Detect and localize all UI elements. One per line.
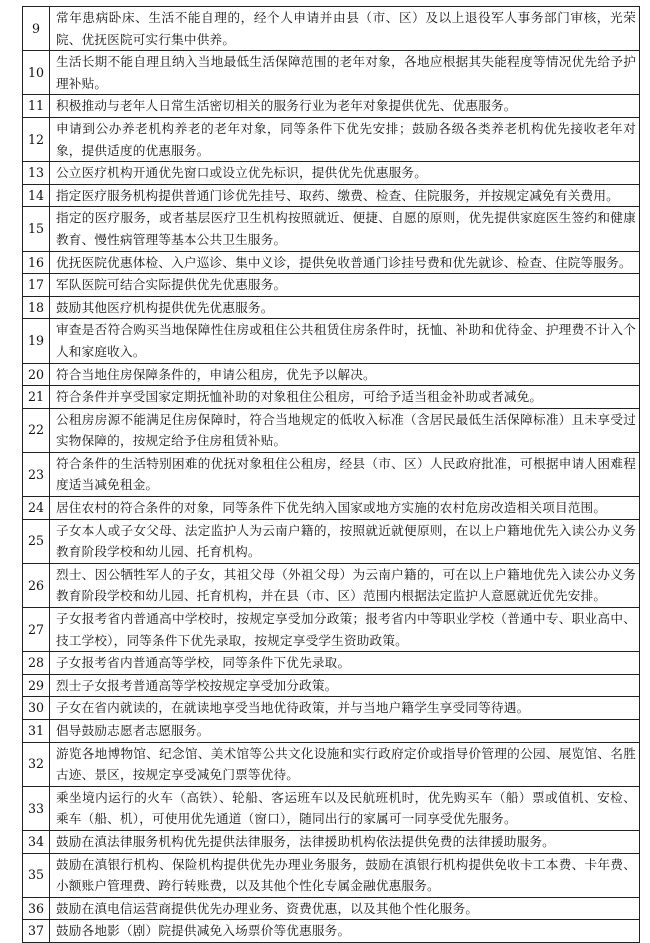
- row-number: 20: [23, 363, 50, 386]
- row-number: 18: [23, 296, 50, 319]
- table-row: [23, 296, 640, 319]
- row-text: 子女报考省内普通高中学校时，按规定享受加分政策；报考省内中等职业学校（普通中专、职业高中、技工学校），同等条件下优先录取，按规定享受学生资助政策。: [50, 608, 640, 652]
- table-row: [23, 117, 640, 161]
- table-row: [23, 363, 640, 386]
- row-text: 子女在省内就读的，在就读地享受当地优待政策，并与当地户籍学生享受同等待遇。: [50, 697, 640, 720]
- row-text: 鼓励其他医疗机构提供优先优惠服务。: [50, 296, 640, 319]
- table-row: [23, 897, 640, 920]
- table-row: [23, 830, 640, 853]
- row-text: 指定医疗服务机构提供普通门诊优先挂号、取药、缴费、检查、住院服务，并按规定减免有关费用。: [50, 184, 640, 207]
- row-text: 鼓励在滇银行机构、保险机构提供优先办理业务服务，鼓励在滇银行机构提供免收卡工本费、卡年费、小额账户管理费、跨行转账费，以及其他个性化专属金融优惠服务。: [50, 853, 640, 897]
- row-number: 12: [23, 117, 50, 161]
- policy-table-body: [23, 7, 640, 943]
- table-row: [23, 452, 640, 496]
- row-text: 公租房房源不能满足住房保障时，符合当地规定的低收入标准（含居民最低生活保障标准）且未享受过实物保障的，按规定给予住房租赁补贴。: [50, 408, 640, 452]
- table-row: [23, 563, 640, 607]
- table-row: [23, 674, 640, 697]
- row-text: 鼓励在滇法律服务机构优先提供法律服务，法律援助机构依法提供免费的法律援助服务。: [50, 830, 640, 853]
- row-text: 军队医院可结合实际提供优先优惠服务。: [50, 274, 640, 297]
- table-row: [23, 786, 640, 830]
- table-row: [23, 697, 640, 720]
- row-number: 28: [23, 652, 50, 675]
- table-row: [23, 720, 640, 743]
- row-number: 17: [23, 274, 50, 297]
- row-text: 居住农村的符合条件的对象，同等条件下优先纳入国家或地方实施的农村危房改造相关项目范围。: [50, 497, 640, 520]
- table-row: [23, 608, 640, 652]
- row-number: 29: [23, 674, 50, 697]
- table-row: [23, 95, 640, 118]
- row-text: 倡导鼓励志愿者志愿服务。: [50, 720, 640, 743]
- row-number: 24: [23, 497, 50, 520]
- row-text: 鼓励各地影（剧）院提供减免入场票价等优惠服务。: [50, 920, 640, 943]
- table-row: [23, 207, 640, 251]
- table-row: [23, 742, 640, 786]
- row-text: 常年患病卧床、生活不能自理的，经个人申请并由县（市、区）及以上退役军人事务部门审核，光荣院、优抚医院可实行集中供养。: [50, 7, 640, 51]
- row-number: 16: [23, 251, 50, 274]
- row-text: 生活长期不能自理且纳入当地最低生活保障范围的老年对象，各地应根据其失能程度等情况优先给予护理补贴。: [50, 51, 640, 95]
- table-row: [23, 920, 640, 943]
- table-row: [23, 51, 640, 95]
- table-row: [23, 652, 640, 675]
- policy-table: [22, 6, 640, 943]
- row-text: 符合当地住房保障条件的，申请公租房，优先予以解决。: [50, 363, 640, 386]
- row-number: 25: [23, 519, 50, 563]
- table-row: [23, 519, 640, 563]
- row-number: 37: [23, 920, 50, 943]
- row-text: 指定的医疗服务，或者基层医疗卫生机构按照就近、便捷、自愿的原则，优先提供家庭医生签约和健康教育、慢性病管理等基本公共卫生服务。: [50, 207, 640, 251]
- row-number: 13: [23, 162, 50, 185]
- row-number: 34: [23, 830, 50, 853]
- row-text: 子女报考省内普通高等学校，同等条件下优先录取。: [50, 652, 640, 675]
- table-row: [23, 319, 640, 363]
- table-row: [23, 408, 640, 452]
- row-number: 35: [23, 853, 50, 897]
- row-text: 申请到公办养老机构养老的老年对象，同等条件下优先安排；鼓励各级各类养老机构优先接收老年对象，提供适度的优惠服务。: [50, 117, 640, 161]
- table-row: [23, 162, 640, 185]
- row-number: 15: [23, 207, 50, 251]
- table-row: [23, 274, 640, 297]
- row-number: 33: [23, 786, 50, 830]
- row-number: 30: [23, 697, 50, 720]
- row-text: 游览各地博物馆、纪念馆、美术馆等公共文化设施和实行政府定价或指导价管理的公园、展览馆、名胜古迹、景区，按规定享受减免门票等优待。: [50, 742, 640, 786]
- row-text: 审查是否符合购买当地保障性住房或租住公共租赁住房条件时，抚恤、补助和优待金、护理费不计入个人和家庭收入。: [50, 319, 640, 363]
- row-text: 烈士子女报考普通高等学校按规定享受加分政策。: [50, 674, 640, 697]
- row-number: 32: [23, 742, 50, 786]
- table-row: [23, 386, 640, 409]
- row-number: 22: [23, 408, 50, 452]
- row-text: 乘坐境内运行的火车（高铁）、轮船、客运班车以及民航班机时，优先购买车（船）票或值机、安检、乘车（船、机），可使用优先通道（窗口），随同出行的家属可一同享受优先服务。: [50, 786, 640, 830]
- row-text: 积极推动与老年人日常生活密切相关的服务行业为老年对象提供优先、优惠服务。: [50, 95, 640, 118]
- row-number: 9: [23, 7, 50, 51]
- row-number: 19: [23, 319, 50, 363]
- row-text: 优抚医院优惠体检、入户巡诊、集中义诊，提供免收普通门诊挂号费和优先就诊、检查、住院等服务。: [50, 251, 640, 274]
- row-number: 10: [23, 51, 50, 95]
- row-number: 11: [23, 95, 50, 118]
- row-number: 26: [23, 563, 50, 607]
- table-row: [23, 7, 640, 51]
- row-text: 烈士、因公牺牲军人的子女，其祖父母（外祖父母）为云南户籍的，可在以上户籍地优先入读公办义务教育阶段学校和幼儿园、托育机构，并在县（市、区）范围内根据法定监护人意愿就近优先安排。: [50, 563, 640, 607]
- row-number: 14: [23, 184, 50, 207]
- table-row: [23, 184, 640, 207]
- row-number: 27: [23, 608, 50, 652]
- row-text: 符合条件的生活特别困难的优抚对象租住公租房，经县（市、区）人民政府批准，可根据申请人困难程度适当减免租金。: [50, 452, 640, 496]
- row-number: 31: [23, 720, 50, 743]
- row-text: 公立医疗机构开通优先窗口或设立优先标识，提供优先优惠服务。: [50, 162, 640, 185]
- table-row: [23, 497, 640, 520]
- row-number: 21: [23, 386, 50, 409]
- row-number: 36: [23, 897, 50, 920]
- table-row: [23, 853, 640, 897]
- table-row: [23, 251, 640, 274]
- row-text: 鼓励在滇电信运营商提供优先办理业务、资费优惠，以及其他个性化服务。: [50, 897, 640, 920]
- row-text: 子女本人或子女父母、法定监护人为云南户籍的，按照就近就便原则，在以上户籍地优先入读公办义务教育阶段学校和幼儿园、托育机构。: [50, 519, 640, 563]
- row-text: 符合条件并享受国家定期抚恤补助的对象租住公租房，可给予适当租金补助或者减免。: [50, 386, 640, 409]
- row-number: 23: [23, 452, 50, 496]
